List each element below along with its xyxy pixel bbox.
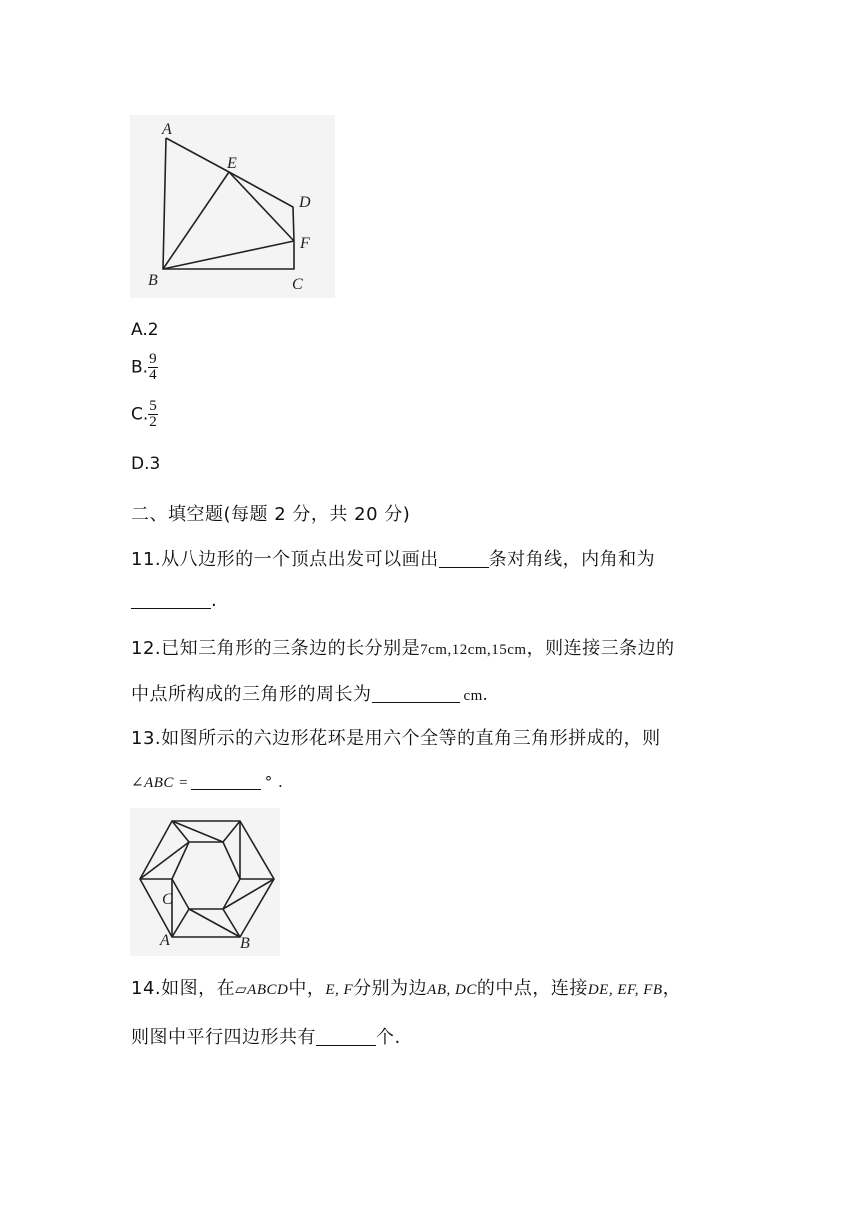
- question-11-line2: [131, 590, 217, 611]
- q11-text-part2: 条对角线，内角和为: [488, 549, 656, 570]
- q14-text-part4: 的中点，连接: [476, 978, 588, 999]
- label-F: F: [300, 235, 310, 252]
- q14-text-part1: 14.如图，在: [131, 978, 236, 999]
- q13-angle: ∠ABC =: [131, 775, 189, 791]
- option-c: [131, 399, 158, 430]
- label-B: B: [240, 935, 250, 952]
- question-13-line1: 13.如图所示的六边形花环是用六个全等的直角三角形拼成的，则: [131, 728, 661, 749]
- option-b-fraction: [148, 352, 158, 383]
- q14-points: E, F: [325, 982, 354, 998]
- option-d: D.3: [131, 454, 161, 474]
- q13-tail: ° .: [264, 773, 284, 791]
- q12-blank-perimeter: [372, 684, 460, 703]
- q12-lengths: 7cm,12cm,15cm: [420, 642, 527, 658]
- q14-parallelogram: ▱ABCD: [235, 982, 289, 998]
- option-c-prefix: C.: [131, 404, 149, 425]
- q13-blank-angle: [191, 771, 261, 790]
- question-11-line1: [131, 545, 655, 571]
- option-c-denominator: 2: [149, 414, 157, 430]
- q14-text-part3: 分别为边: [353, 978, 428, 999]
- q12-unit: cm: [463, 688, 483, 704]
- option-b-numerator: 9: [149, 351, 157, 367]
- q14-sides: AB, DC: [427, 982, 477, 998]
- label-B: B: [148, 272, 158, 289]
- q12-tail: .: [482, 684, 488, 704]
- option-c-fraction: [148, 399, 158, 430]
- label-C: C: [162, 891, 173, 908]
- q14-blank-count: [316, 1027, 376, 1046]
- label-E: E: [227, 155, 237, 172]
- q14-segments: DE, EF, FB: [587, 982, 663, 998]
- q14-line2a: 则图中平行四边形共有: [131, 1027, 316, 1048]
- option-a: A.2: [131, 320, 159, 340]
- option-c-numerator: 5: [149, 398, 157, 414]
- question-12-line1: [131, 634, 675, 660]
- question-14-line2: [131, 1023, 401, 1049]
- q14-text-part2: 中，: [288, 978, 326, 999]
- label-A: A: [160, 932, 170, 949]
- section-heading: 二、填空题(每题 2 分，共 20 分): [131, 504, 411, 525]
- question-14-line1: [131, 974, 681, 1000]
- label-D: D: [299, 194, 311, 211]
- question-13-line2: [131, 771, 283, 792]
- geometry-figure-quadrilateral: [130, 115, 335, 298]
- option-b: [131, 352, 158, 383]
- q11-blank-diagonals: [439, 549, 489, 568]
- q12-text-part1: 12.已知三角形的三条边的长分别是: [131, 638, 421, 659]
- question-12-line2: [131, 680, 488, 706]
- q11-blank-angle-sum: [131, 590, 211, 609]
- label-A: A: [162, 121, 172, 138]
- q12-text-part2: ，则连接三条边的: [526, 638, 675, 659]
- option-b-prefix: B.: [131, 357, 149, 378]
- q11-tail: .: [211, 590, 218, 611]
- q14-text-part5: ，: [662, 978, 682, 999]
- q14-line2b: 个.: [376, 1027, 401, 1048]
- q11-text-part1: 11.从八边形的一个顶点出发可以画出: [131, 549, 439, 570]
- q12-line2: 中点所构成的三角形的周长为: [131, 684, 372, 705]
- label-C: C: [292, 276, 303, 293]
- geometry-figure-hexagon-wreath: [130, 808, 280, 956]
- option-b-denominator: 4: [149, 367, 157, 383]
